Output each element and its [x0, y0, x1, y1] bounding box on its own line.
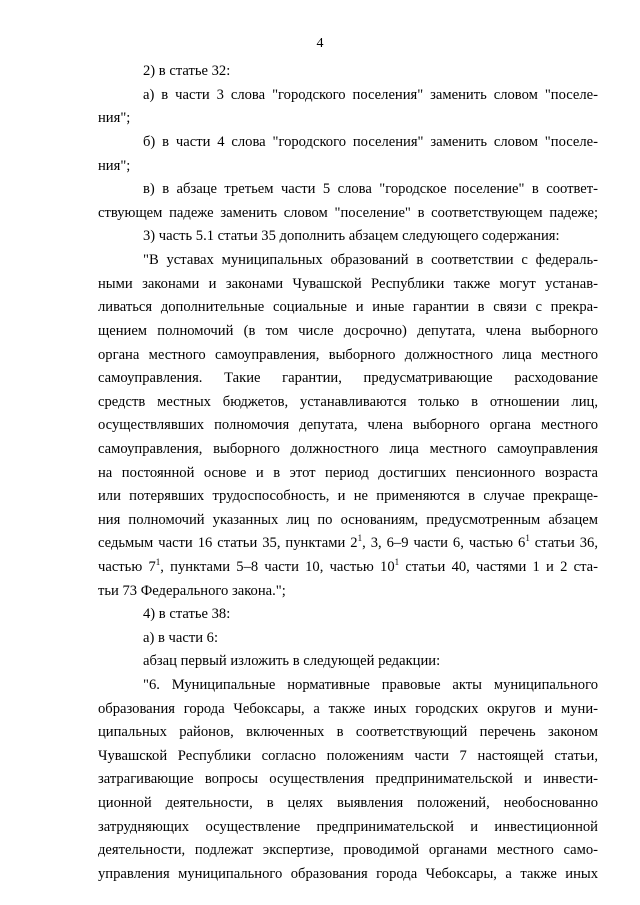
text-line: самоуправления, выборного должностного лица местного самоуправления [98, 441, 598, 457]
superscript: 1 [357, 533, 363, 543]
text-line: "6. Муниципальные нормативные правовые акты муниципального [143, 677, 598, 693]
superscript: 1 [155, 557, 161, 567]
text-line-superscripts [98, 534, 598, 552]
text-line: ционной деятельности, в целях выявления положений, необоснованно [98, 795, 598, 811]
text-segment: , 3, 6–9 части 6, частью 6 [362, 535, 526, 551]
text-line: затрагивающие вопросы осуществления предпринимательской и инвести- [98, 771, 598, 787]
text-line: Чувашской Республики согласно положениям части 7 настоящей статьи, [98, 748, 598, 764]
text-segment: частью 7 [98, 559, 156, 575]
text-line: самоуправления. Такие гарантии, предусматривающие расходование [98, 370, 598, 386]
text-line: а) в части 6: [143, 630, 219, 646]
text-line: в) в абзаце третьем части 5 слова "городское поселение" в соответ- [143, 181, 598, 197]
text-line: ствующем падеже заменить словом "поселение" в соответствующем падеже; [98, 205, 598, 221]
text-line: абзац первый изложить в следующей редакции: [143, 653, 441, 669]
text-line: щением полномочий (в том числе досрочно) депутата, члена выборного [98, 323, 598, 339]
text-line: ливаться дополнительные социальные и иные гарантии в связи с прекра- [98, 299, 598, 315]
text-line: деятельности, подлежат экспертизе, проводимой органами местного само- [98, 842, 598, 858]
text-segment: , пунктами 5–8 части 10, частью 10 [160, 559, 395, 575]
superscript: 1 [394, 557, 400, 567]
text-line: 4) в статье 38: [143, 606, 231, 622]
text-line: ными законами и законами Чувашской Республики также могут устанав- [98, 276, 598, 292]
text-line: органа местного самоуправления, выборного должностного лица местного [98, 347, 598, 363]
text-line: а) в части 3 слова "городского поселения" заменить словом "поселе- [143, 87, 598, 103]
text-line: на постоянной основе и в этот период достигших пенсионного возраста [98, 465, 598, 481]
text-line: затрудняющих осуществление предпринимательской и инвестиционной [98, 819, 598, 835]
text-line: ципальных районов, включенных в соответствующий перечень законом [98, 724, 598, 740]
text-line: ния"; [98, 158, 131, 174]
text-line: ния полномочий указанных лиц по основаниям, предусмотренным абзацем [98, 512, 598, 528]
text-line: или потерявших трудоспособность, и не применяются в случае прекраще- [98, 488, 598, 504]
page-number: 4 [316, 36, 324, 51]
text-line: б) в части 4 слова "городского поселения" заменить словом "поселе- [143, 134, 598, 150]
text-segment: седьмым части 16 статьи 35, пунктами 2 [98, 535, 358, 551]
text-line: средств местных бюджетов, устанавливаются только в отношении лиц, [98, 394, 598, 410]
text-line: "В уставах муниципальных образований в соответствии с федераль- [143, 252, 598, 268]
text-segment: статьи 36, [529, 535, 598, 551]
text-line: 3) часть 5.1 статьи 35 дополнить абзацем следующего содержания: [143, 228, 560, 244]
superscript: 1 [525, 533, 530, 543]
text-line: тьи 73 Федерального закона."; [98, 583, 286, 599]
text-line-superscripts [98, 558, 598, 576]
text-line: управления муниципального образования города Чебоксары, а также иных [98, 866, 598, 882]
text-line: ния"; [98, 110, 131, 126]
text-segment: статьи 40, частями 1 и 2 ста- [399, 559, 598, 575]
text-line: 2) в статье 32: [143, 63, 231, 79]
text-line: осуществлявших полномочия депутата, члена выборного органа местного [98, 417, 598, 433]
text-line: образования города Чебоксары, а также иных городских округов и муни- [98, 701, 598, 717]
